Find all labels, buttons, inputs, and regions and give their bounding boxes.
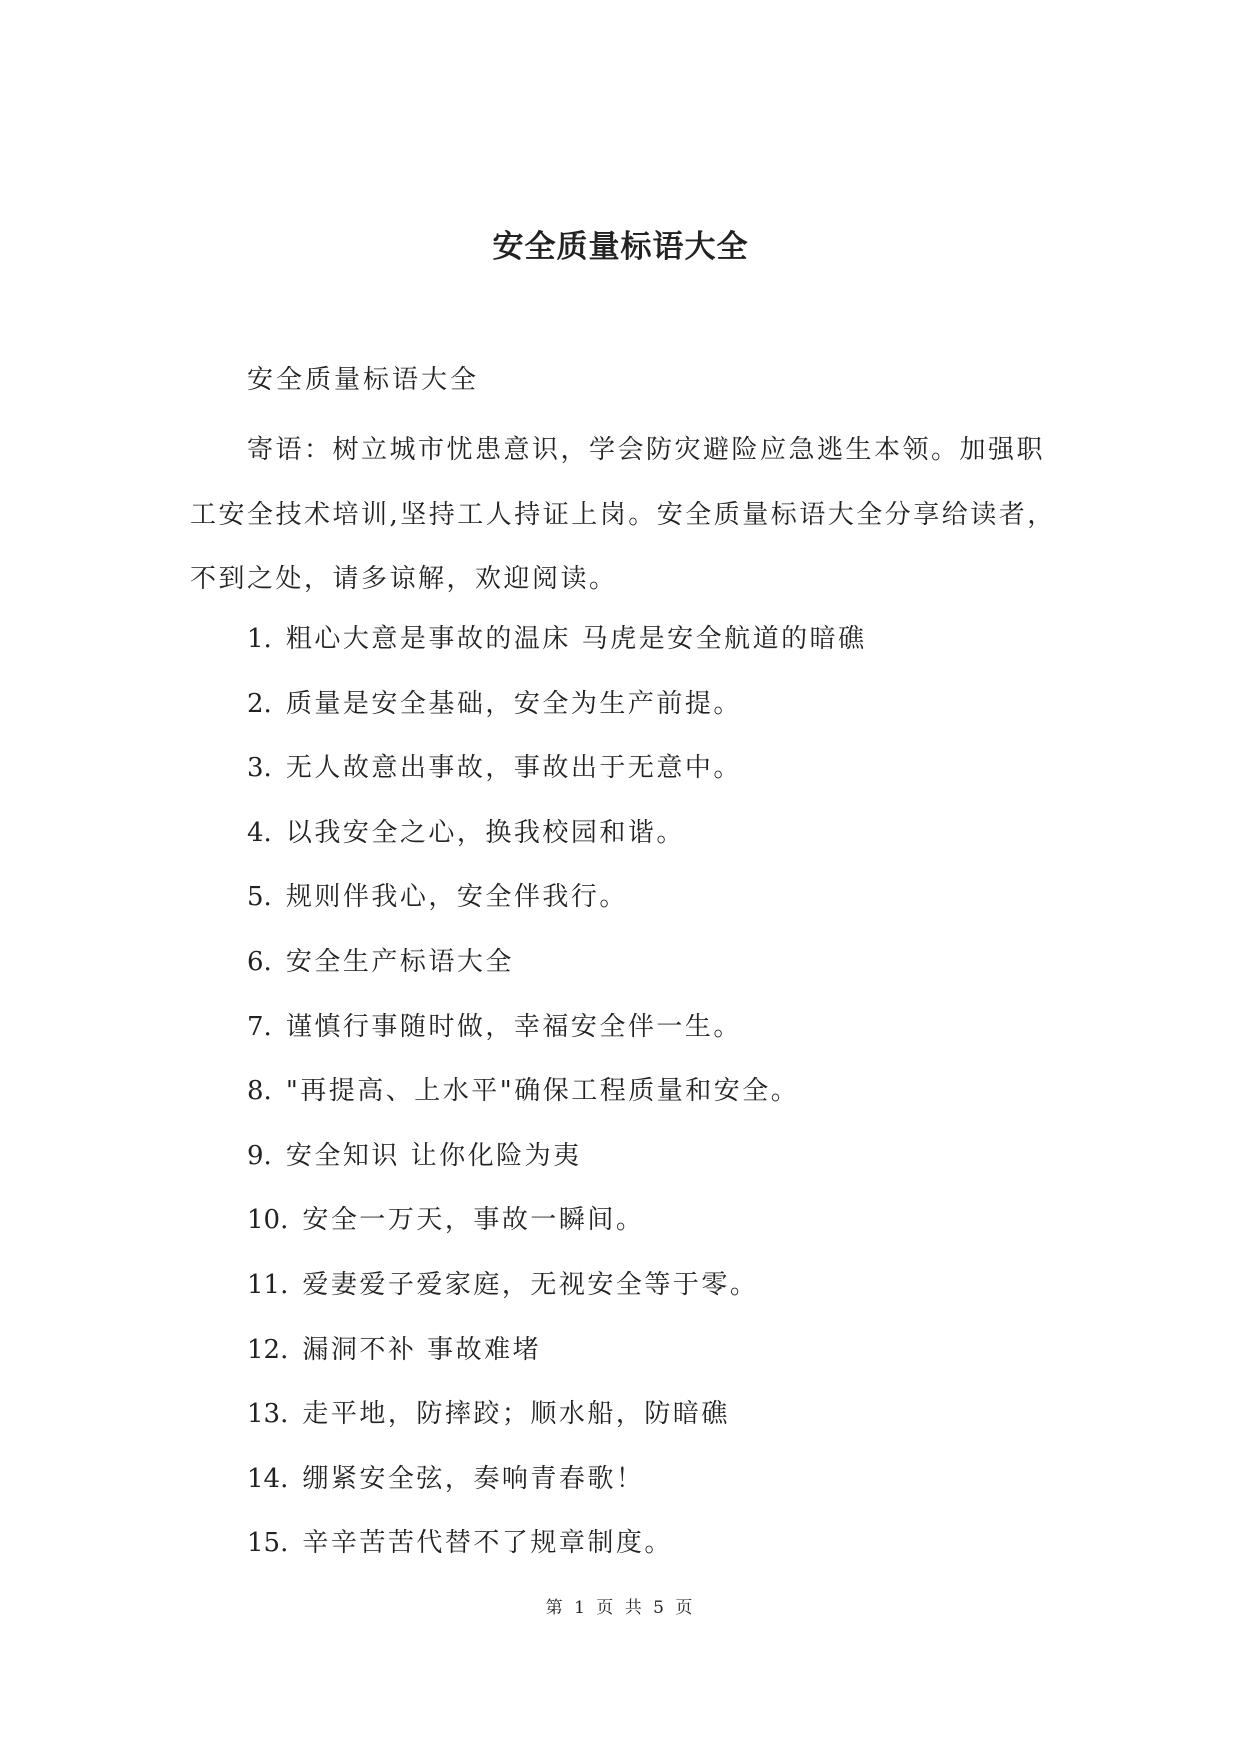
list-item-number: 5.	[247, 882, 272, 913]
list-item-number: 7.	[247, 1011, 272, 1042]
document-title: 安全质量标语大全	[492, 229, 749, 265]
section-heading: 安全质量标语大全	[247, 365, 480, 395]
slogan-list	[247, 616, 867, 1585]
list-item-text: 安全知识 让你化险为夷	[285, 1140, 582, 1171]
list-item-number: 6.	[247, 946, 272, 977]
list-item-text: 安全生产标语大全	[285, 946, 514, 977]
list-item-text: 爱妻爱子爱家庭，无视安全等于零。	[302, 1269, 759, 1300]
intro-line: 寄语：树立城市忧患意识，学会防灾避险应急逃生本领。加强职	[247, 435, 1046, 465]
list-item-text: 辛辛苦苦代替不了规章制度。	[302, 1528, 673, 1559]
list-item-number: 14.	[247, 1463, 289, 1494]
list-item	[247, 1068, 867, 1133]
list-item	[247, 1327, 867, 1392]
list-item-number: 2.	[247, 688, 272, 719]
list-item-text: 以我安全之心，换我校园和谐。	[285, 817, 685, 848]
list-item-text: 绷紧安全弦，奏响青春歌！	[302, 1463, 645, 1494]
list-item-number: 12.	[247, 1334, 289, 1365]
list-item	[247, 939, 867, 1004]
list-item-number: 8.	[247, 1076, 272, 1107]
list-item	[247, 1133, 867, 1198]
list-item-number: 1.	[247, 624, 272, 654]
list-item-text: 质量是安全基础，安全为生产前提。	[285, 688, 742, 719]
list-item-number: 15.	[247, 1528, 289, 1559]
page-footer: 第 1 页 共 5 页	[545, 1598, 696, 1618]
list-item-number: 4.	[247, 817, 272, 848]
list-item-number: 10.	[247, 1205, 289, 1236]
intro-paragraph	[190, 418, 1060, 612]
list-item-text: 安全一万天，事故一瞬间。	[302, 1205, 645, 1236]
list-item-text: 走平地，防摔跤；顺水船，防暗礁	[302, 1399, 730, 1430]
list-item	[247, 681, 867, 746]
list-item	[247, 874, 867, 939]
list-item	[247, 1004, 867, 1069]
intro-line: 不到之处，请多谅解，欢迎阅读。	[190, 564, 618, 594]
list-item-text: "再提高、上水平"确保工程质量和安全。	[285, 1076, 800, 1107]
list-item	[247, 616, 867, 681]
list-item-text: 规则伴我心，安全伴我行。	[285, 882, 628, 913]
list-item	[247, 745, 867, 810]
list-item	[247, 1262, 867, 1327]
list-item	[247, 1456, 867, 1521]
list-item-number: 9.	[247, 1140, 272, 1171]
list-item-text: 无人故意出事故，事故出于无意中。	[285, 753, 742, 784]
intro-line: 工安全技术培训,坚持工人持证上岗。安全质量标语大全分享给读者，	[190, 499, 1056, 530]
list-item	[247, 810, 867, 875]
list-item-number: 13.	[247, 1399, 289, 1430]
list-item	[247, 1391, 867, 1456]
list-item	[247, 1197, 867, 1262]
list-item-text: 谨慎行事随时做，幸福安全伴一生。	[285, 1011, 742, 1042]
list-item	[247, 1520, 867, 1585]
list-item-text: 粗心大意是事故的温床 马虎是安全航道的暗礁	[285, 624, 867, 654]
list-item-number: 3.	[247, 753, 272, 784]
list-item-number: 11.	[247, 1269, 289, 1300]
list-item-text: 漏洞不补 事故难堵	[302, 1334, 542, 1365]
